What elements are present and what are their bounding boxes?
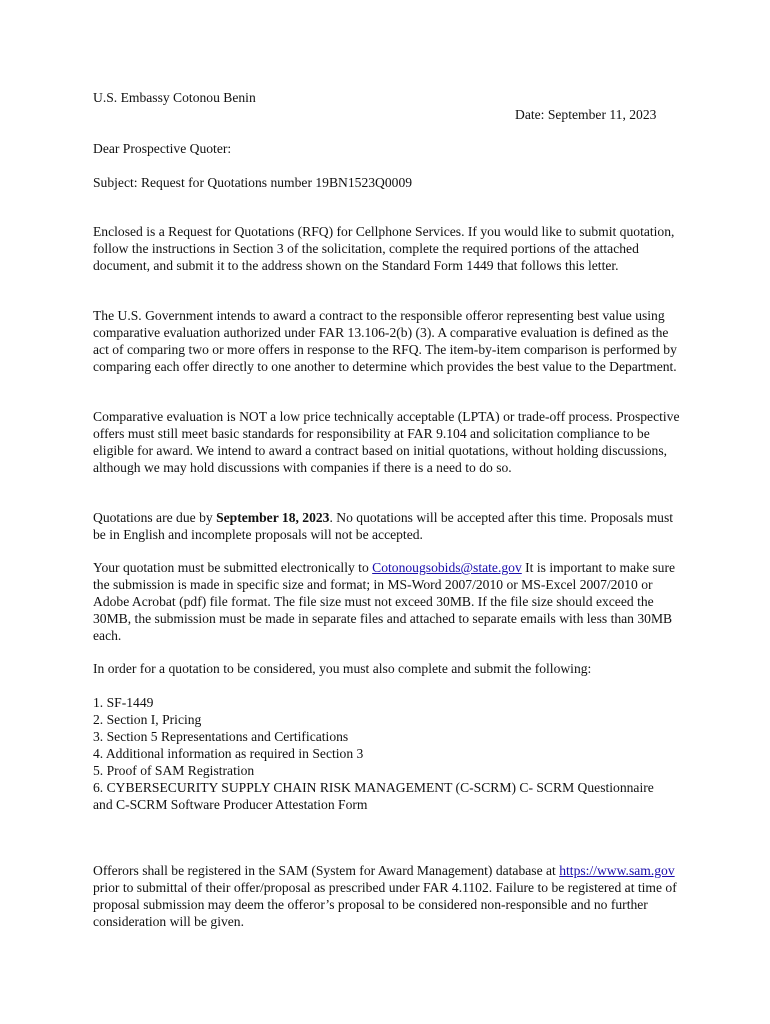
paragraph-comparative-evaluation	[93, 408, 683, 476]
sam-suffix: prior to submittal of their offer/proposal as prescribed under FAR 4.1102. Failure to be registered at time of proposal submission may deem the offeror’s proposal to be considered non-responsible and no further consideration will be given.	[93, 880, 677, 929]
paragraph-award-basis	[93, 307, 683, 375]
letter-date: Date: September 11, 2023	[515, 107, 657, 122]
sam-link[interactable]: https://www.sam.gov	[559, 863, 675, 878]
email-link[interactable]: Cotonougsobids@state.gov	[372, 560, 522, 575]
paragraph-text: In order for a quotation to be considered, you must also complete and submit the following:	[93, 661, 592, 676]
list-item: 3. Section 5 Representations and Certifications	[93, 729, 349, 744]
list-item: 1. SF-1449	[93, 695, 154, 710]
paragraph-due-date	[93, 509, 683, 543]
sam-prefix: Offerors shall be registered in the SAM (System for Award Management) database at	[93, 863, 560, 878]
list-item: 6. CYBERSECURITY SUPPLY CHAIN RISK MANAGEMENT (C-SCRM) C- SCRM Questionnaire and C-SCRM Software Producer Attestation Form	[93, 780, 654, 812]
list-item: 5. Proof of SAM Registration	[93, 763, 255, 778]
submission-prefix: Your quotation must be submitted electronically to	[93, 560, 373, 575]
paragraph-submission	[93, 559, 683, 644]
paragraph-text: The U.S. Government intends to award a contract to the responsible offeror representing best value using comparative evaluation authorized under FAR 13.106-2(b) (3). A comparative evaluation is defined as the act of comparing two or more offers in response to the RFQ. The item-by-item comparison is performed by comparing each offer directly to one another to determine which provides the best value to the Department.	[93, 308, 677, 374]
list-item: 4. Additional information as required in Section 3	[93, 746, 364, 761]
due-date: September 18, 2023	[216, 510, 330, 525]
subject-line: Subject: Request for Quotations number 19BN1523Q0009	[93, 175, 413, 190]
salutation: Dear Prospective Quoter:	[93, 141, 232, 156]
list-item: 2. Section I, Pricing	[93, 712, 202, 727]
paragraph-rfq-intro	[93, 223, 683, 274]
due-date-prefix: Quotations are due by	[93, 510, 217, 525]
paragraph-text: Comparative evaluation is NOT a low price technically acceptable (LPTA) or trade-off process. Prospective offers must still meet basic standards for responsibility at FAR 9.104 and solicitation compliance to be eligible for award. We intend to award a contract based on initial quotations, without holding discussions, although we may hold discussions with companies if there is a need to do so.	[93, 409, 680, 475]
paragraph-sam-registration	[93, 862, 683, 930]
paragraph-text: Enclosed is a Request for Quotations (RFQ) for Cellphone Services. If you would like to submit quotation, follow the instructions in Section 3 of the solicitation, complete the required portions of the attached document, and submit it to the address shown on the Standard Form 1449 that follows this letter.	[93, 224, 675, 273]
requirements-list	[93, 694, 693, 813]
submission-suffix: It is important to make sure the submission is made in specific size and format; in MS-Word 2007/2010 or MS-Excel 2007/2010 or Adobe Acrobat (pdf) file format. The file size must not exceed 30MB. If the file size should exceed the 30MB, the submission must be made in separate files and attached to separate emails with less than 30MB each.	[93, 560, 676, 643]
sender-line: U.S. Embassy Cotonou Benin	[93, 90, 256, 105]
paragraph-requirements-intro	[93, 660, 683, 677]
due-date-suffix: . No quotations will be accepted after this time. Proposals must be in English and incomplete proposals will not be accepted.	[93, 510, 674, 542]
